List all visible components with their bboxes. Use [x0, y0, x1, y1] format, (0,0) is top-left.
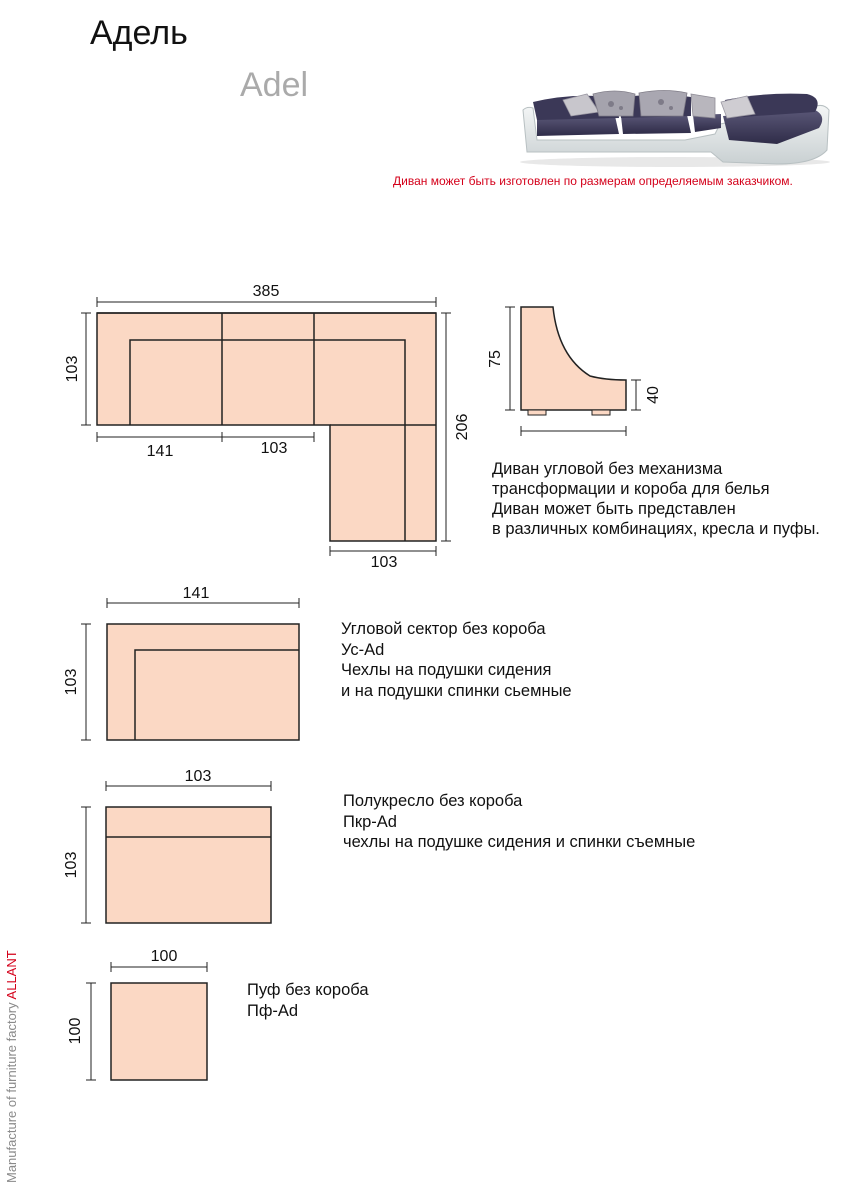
description-line: Пкр-Ad — [343, 812, 397, 831]
sofa-outline — [97, 313, 436, 541]
description-line: Полукресло без короба — [343, 792, 523, 810]
module-corner-sector-diagram — [55, 580, 315, 750]
description-line: Угловой сектор без короба — [341, 620, 546, 638]
custom-size-note: Диван может быть изготовлен по размерам определяемым заказчиком. — [393, 174, 793, 188]
corner-sofa-description — [492, 459, 820, 539]
page-subtitle: Adel — [240, 66, 309, 104]
dim-total-depth: 206 — [454, 413, 471, 441]
manufacturer-sidebar — [4, 950, 19, 1183]
module-width-label: 100 — [150, 948, 178, 965]
description-line: в различных комбинациях, кресла и пуфы. — [492, 520, 820, 538]
description-line: чехлы на подушке сидения и спинки съемные — [343, 833, 696, 851]
side-profile-view — [480, 296, 680, 441]
dim-middle-segment: 103 — [260, 440, 288, 457]
module-pouf-diagram — [55, 940, 225, 1090]
module-width-label: 141 — [182, 585, 210, 602]
module-depth-label: 103 — [63, 668, 80, 696]
module-pouf-description — [247, 980, 369, 1021]
description-line: трансформации и короба для белья — [492, 480, 770, 498]
description-line: Пф-Ad — [247, 1001, 299, 1020]
module-width-label: 103 — [184, 768, 212, 785]
description-line: Чехлы на подушки сидения — [341, 661, 552, 679]
corner-sofa-plan — [0, 270, 480, 580]
dim-seat-height: 40 — [645, 386, 662, 404]
manufacturer-text: Manufacture of furniture factory — [4, 999, 19, 1183]
module-depth-label: 103 — [63, 851, 80, 879]
dim-left-segment: 141 — [146, 443, 174, 460]
module-half-armchair-description — [343, 791, 695, 853]
module-depth-label: 100 — [67, 1017, 84, 1045]
dim-extension-width: 103 — [370, 554, 398, 571]
page-title: Адель — [90, 14, 188, 52]
brand-name: ALLANT — [4, 950, 19, 1000]
description-line: Диван угловой без механизма — [492, 460, 723, 478]
dim-total-width: 385 — [252, 283, 280, 300]
module-half-armchair-diagram — [55, 760, 285, 930]
module-corner-sector-description — [341, 619, 572, 701]
description-line: Ус-Ad — [341, 640, 385, 659]
description-line: Диван может быть представлен — [492, 500, 736, 518]
sofa-product-photo — [515, 88, 835, 168]
description-line: и на подушки спинки сьемные — [341, 681, 572, 700]
dim-left-depth: 103 — [64, 355, 81, 383]
description-line: Пуф без короба — [247, 981, 369, 999]
dim-height: 75 — [487, 350, 504, 368]
